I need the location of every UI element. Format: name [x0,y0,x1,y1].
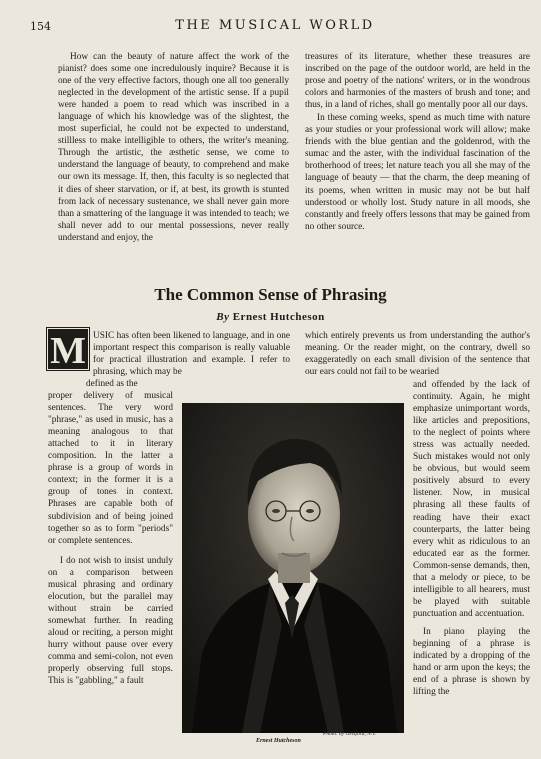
page-header [30,18,520,36]
body-paragraph: which entirely prevents us from understanding the author's meaning. Or the reader might, on the contrary, dwell so exaggeratedly on each small division of the sentence that our ears could not fail to be wearied [305,331,530,378]
photo-caption: Ernest Hutcheson [256,738,301,744]
previous-article-right-column [305,51,530,233]
article-intro [93,330,290,378]
body-paragraph: How can the beauty of nature affect the work of the pianist? does some one incredulously inquire? Because it is one of the very effective factors, though one all too generally neglected in the development of the artistic sense. If a pupil were handed a poem to read which was inscribed in a language of which his knowledge was of the slightest, the most superficial, he could not be expected to understand, stillless to make intelligible to others, the writer's meaning. Through the artistic, the æsthetic sense, we come to understand the language of beauty, to comprehend and make our own its message. If, then, this faculty is so neglected that it dies of sheer starvation, or if, at best, its growth is stunted from lack of necessary sustenance, we shall never gain more than a smattering of the language it was intended to teach; we shall never add to our mental possessions, never really understand and enjoy, the [58,52,289,243]
drop-cap: M [48,329,88,369]
portrait-illustration [182,403,404,733]
previous-article-left-column [58,51,289,244]
body-paragraph: treasures of its literature, whether these treasures are inscribed on the page of the outdoor world, are held in the prose and poetry of the nations' writers, or in the wondrous colors and harmonies of the masters of brush and tone; and thus, in a land of riches, shall go mentally poor all our days. [305,52,530,111]
author-name: Ernest Hutcheson [232,311,325,323]
intro-paragraph: USIC has often been likened to language, and in one important respect this comparison is really valuable for practical illustration and example. I refer to phrasing, which may be [93,331,290,378]
article-title: The Common Sense of Phrasing [154,285,387,304]
article-right-column [413,379,530,698]
running-title: THE MUSICAL WORLD [175,18,375,33]
body-paragraph: I do not wish to insist unduly on a comparison between musical phrasing and ordinary elocution, but the parallel may without strain be carried somewhat further. In reading aloud or reciting, a person might hurry without pause over every comma and semi-colon, not even properly observing full stops. This is "gabbling," a fault [48,555,173,687]
page-number: 154 [30,20,51,33]
body-paragraph: In piano playing the beginning of a phrase is indicated by a dropping of the hand or arm upon the keys; the end of a phrase is shown by lifting the [413,626,530,698]
byline [0,311,541,323]
photo-credit: Photo. by Geisford, N.Y. [323,731,377,737]
article-right-column-top [305,330,530,378]
body-paragraph: and offended by the lack of continuity. Again, he might emphasize unimportant words, like articles and prepositions, to the neglect of points where stress was actually needed. Such mistakes would not only be obvious, but would seem positively absurd to every listener. Now, in musical phrasing all these faults of reading have their exact counterparts, the latter being every whit as ridiculous to an educated ear as the former. Common-sense demands, then, that a melody or piece, to be intelligible to all hearers, must be played with suitable punctuation and accentuation. [413,380,530,619]
body-paragraph: proper delivery of musical sentences. The very word "phrase," as used in music, has a meaning analogous to that attached to it in literary composition. In the latter a phrase is a group of words in context; in the former it is a group of tones in context. Phrases are capable both of subdivision and of being joined together so as to form "periods" or complete sentences. [48,391,173,546]
article-left-column [48,378,173,687]
author-portrait-photo [182,403,404,733]
body-paragraph: In these coming weeks, spend as much time with nature as your studies or your professional work will allow; make friends with the blue gentian and the goldenrod, with the sumac and the aster, with the individual fascination of the brotherhood of trees; let nature teach you all she may of the language of beauty — that the charm, the deep meaning of its poems, when written in music may not be but half understood or wholly lost. Study nature in all moods, she constantly and freely offers lessons that may be gained from no other source. [305,113,530,232]
lead-line: defined as the [86,379,138,389]
byline-prefix: By [216,311,230,323]
